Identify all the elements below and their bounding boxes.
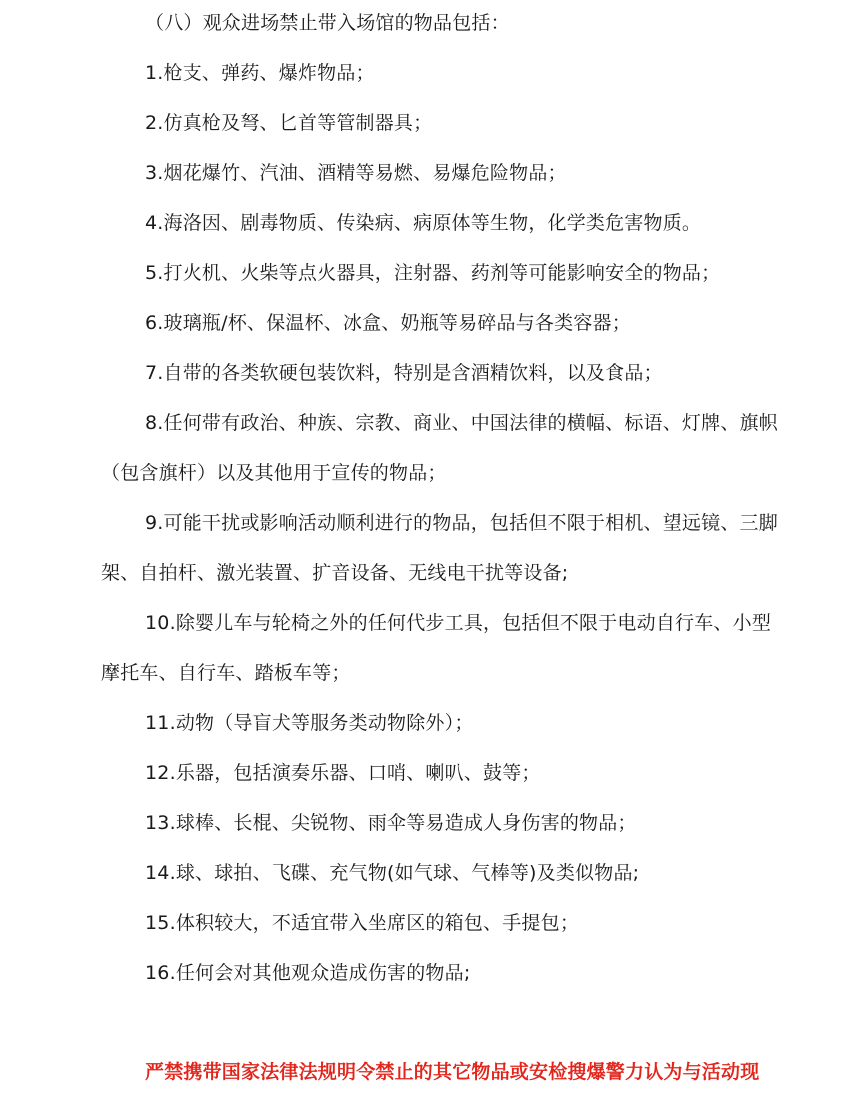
list-item: 5.打火机、火柴等点火器具，注射器、药剂等可能影响安全的物品； — [145, 262, 721, 284]
list-item-continuation: （包含旗杆）以及其他用于宣传的物品； — [101, 462, 447, 484]
list-item: 11.动物（导盲犬等服务类动物除外）； — [145, 712, 474, 734]
list-item: 4.海洛因、剧毒物质、传染病、病原体等生物，化学类危害物质。 — [145, 212, 702, 234]
list-item: 6.玻璃瓶/杯、保温杯、冰盒、奶瓶等易碎品与各类容器； — [145, 312, 631, 334]
list-item: 3.烟花爆竹、汽油、酒精等易燃、易爆危险物品； — [145, 162, 567, 184]
warning-text: 严禁携带国家法律法规明令禁止的其它物品或安检搜爆警力认为与活动现 — [145, 1061, 760, 1083]
list-item-continuation: 摩托车、自行车、踏板车等； — [101, 662, 351, 684]
list-item: 8.任何带有政治、种族、宗教、商业、中国法律的横幅、标语、灯牌、旗帜 — [145, 412, 778, 434]
list-item: 1.枪支、弹药、爆炸物品； — [145, 62, 375, 84]
list-item: 13.球棒、长棍、尖锐物、雨伞等易造成人身伤害的物品； — [145, 812, 637, 834]
list-item: 12.乐器，包括演奏乐器、口哨、喇叭、鼓等； — [145, 762, 541, 784]
list-item: 14.球、球拍、飞碟、充气物(如气球、气棒等)及类似物品; — [145, 862, 640, 884]
list-item: 7.自带的各类软硬包装饮料，特别是含酒精饮料，以及食品； — [145, 362, 663, 384]
list-item: 10.除婴儿车与轮椅之外的任何代步工具，包括但不限于电动自行车、小型 — [145, 612, 772, 634]
list-item-continuation: 架、自拍杆、激光装置、扩音设备、无线电干扰等设备; — [101, 562, 569, 584]
list-item: 15.体积较大，不适宜带入坐席区的箱包、手提包； — [145, 912, 580, 934]
list-item: 9.可能干扰或影响活动顺利进行的物品，包括但不限于相机、望远镜、三脚 — [145, 512, 778, 534]
section-heading: （八）观众进场禁止带入场馆的物品包括： — [145, 12, 510, 34]
list-item: 16.任何会对其他观众造成伤害的物品; — [145, 962, 471, 984]
list-item: 2.仿真枪及弩、匕首等管制器具； — [145, 112, 433, 134]
